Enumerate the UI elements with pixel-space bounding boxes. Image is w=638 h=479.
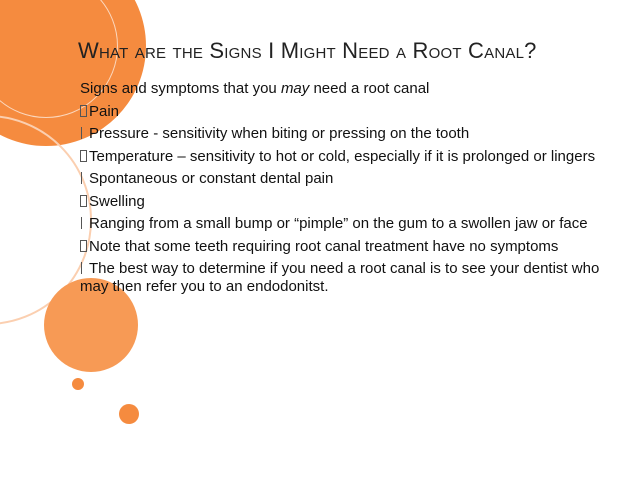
list-item-text: Temperature – sensitivity to hot or cold, especially if it is prolonged or lingers	[89, 147, 596, 165]
list-item	[80, 193, 610, 211]
missing-glyph-icon	[80, 195, 87, 207]
list-item	[80, 125, 610, 143]
list-item-text: The best way to determine if you need a root canal is to see your dentist who may then refer you to an endodonitst.	[80, 260, 600, 295]
missing-glyph-icon	[81, 127, 82, 139]
list-item-text: Pressure - sensitivity when biting or pressing on the tooth	[89, 125, 470, 142]
intro-line	[80, 80, 610, 98]
list-item-text: Ranging from a small bump or “pimple” on the gum to a swollen jaw or face	[89, 215, 588, 232]
list-item-text: Spontaneous or constant dental pain	[89, 170, 334, 187]
list-item-text: Pain	[89, 102, 120, 120]
missing-glyph-icon	[80, 105, 87, 117]
intro-text-before: Signs and symptoms that you	[80, 80, 281, 97]
decor-circle-small	[72, 378, 84, 390]
slide-body	[80, 80, 610, 300]
missing-glyph-icon	[81, 262, 82, 274]
list-item	[80, 238, 610, 256]
list-item	[80, 215, 610, 233]
intro-emphasis: may	[280, 80, 310, 97]
missing-glyph-icon	[80, 240, 87, 252]
slide-title: What are the Signs I Might Need a Root Canal?	[78, 38, 537, 63]
missing-glyph-icon	[81, 172, 82, 184]
list-item-text: Swelling	[89, 192, 145, 210]
decor-circle-small-bottom	[119, 404, 139, 424]
list-item	[80, 170, 610, 188]
list-item	[80, 103, 610, 121]
intro-text-after: need a root canal	[309, 80, 430, 97]
missing-glyph-icon	[80, 150, 87, 162]
list-item-text: Note that some teeth requiring root canal treatment have no symptoms	[89, 237, 559, 255]
list-item	[80, 260, 610, 295]
list-item	[80, 148, 610, 166]
missing-glyph-icon	[81, 217, 82, 229]
